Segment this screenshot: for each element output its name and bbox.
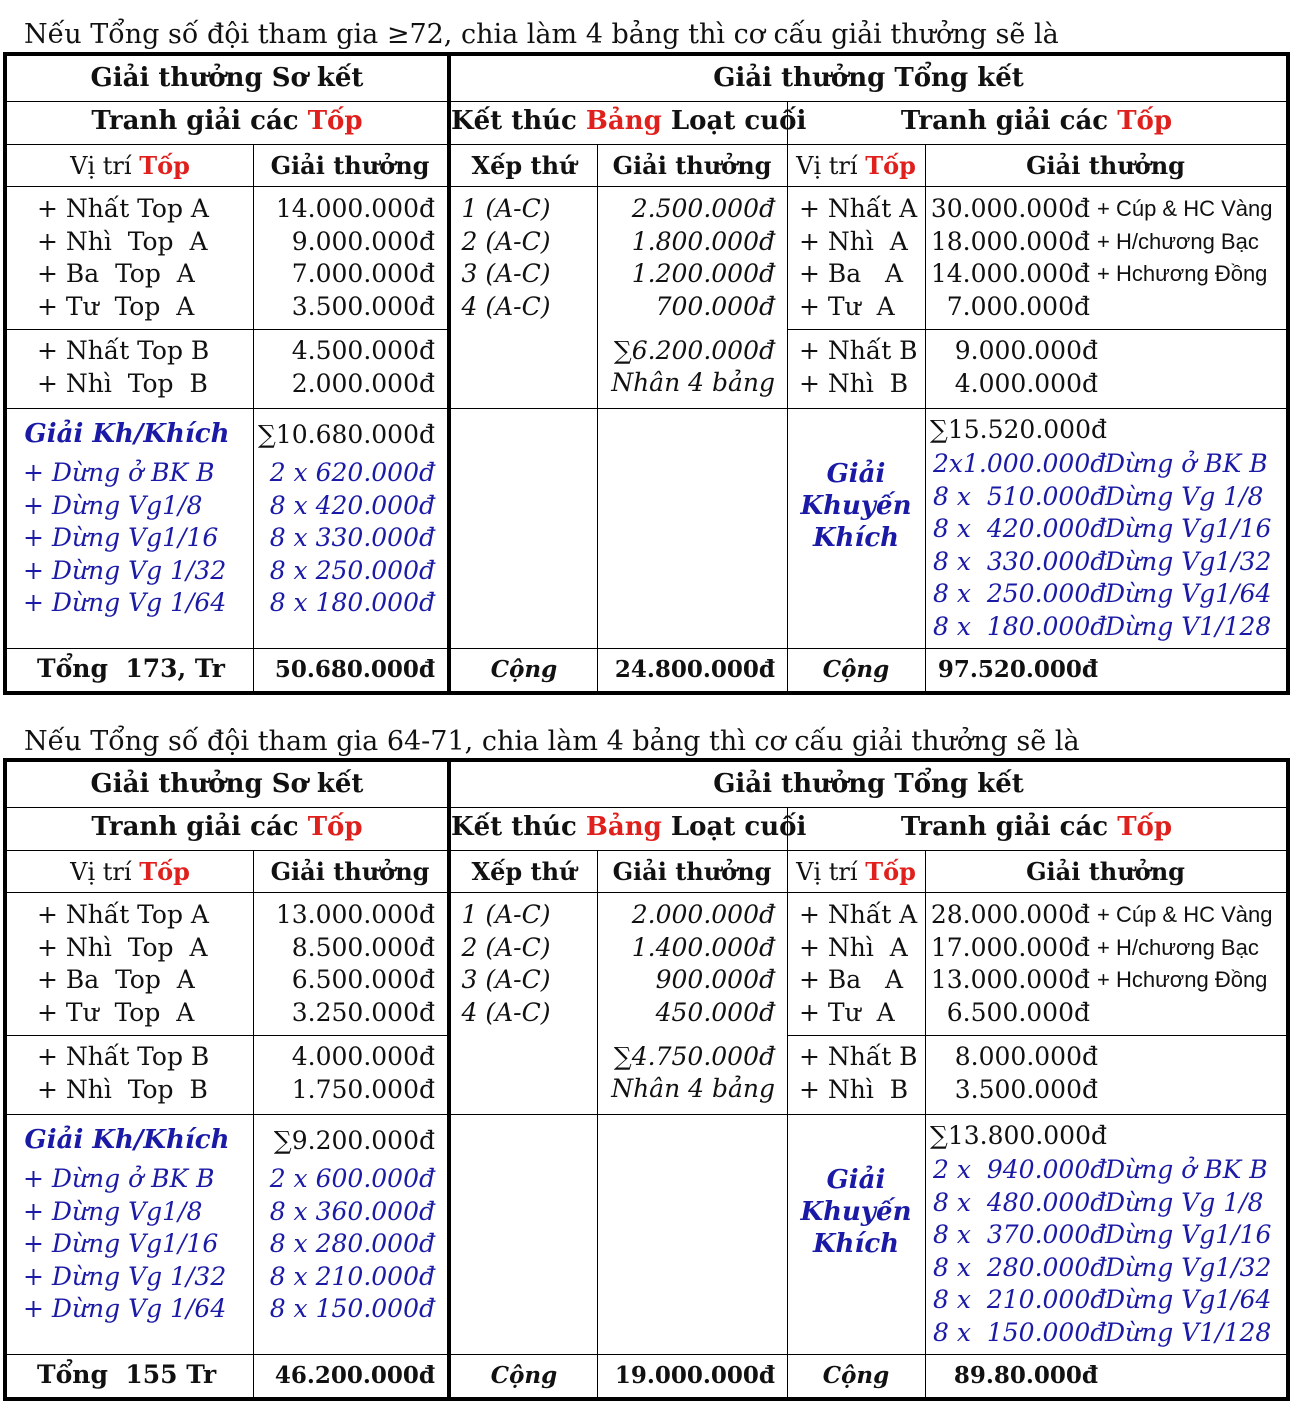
tk-kk-desc-line: Dừng V1/128 [1105,1317,1272,1347]
tk-kk-sum: ∑15.520.000đ [930,415,1107,444]
tranh-giai-header [7,106,447,142]
tk-kk-value-line: 8 x 330.000đ [933,546,1107,576]
kk-value-line: 8 x 330.000đ [269,523,435,552]
kk-title: Giải Kh/Khích [24,1125,230,1155]
top-b-prize-line: 4.500.000đ [291,336,435,365]
tk-kk-label-line: Khích [812,1229,900,1259]
tranh-giai-header-highlight: Tốp [307,106,363,136]
vi-tri-label: Vị trí [796,152,866,180]
tk-award-line: + Cúp & HC Vàng [1097,902,1273,927]
top-a-prize-line: 7.000.000đ [291,259,435,288]
bang-prize [597,193,775,323]
top-a-prize-line: 6.500.000đ [291,965,435,994]
tk-kk-value-line: 8 x 280.000đ [933,1252,1107,1282]
tk-a-position-line: + Ba A [799,259,904,288]
kk-label-line: + Dừng Vg1/8 [23,1196,203,1226]
tk-award-line: + H/chương Bạc [1097,228,1259,254]
bang-prize-line: 2.500.000đ [631,194,775,223]
tk-a-position-line: + Nhất A [799,194,918,223]
bang-rank-line: 4 (A-C) [461,291,551,321]
ket-thuc-header [451,106,807,142]
tk-a-prize-line: 18.000.000đ [930,226,1090,256]
tk-kk-value [933,448,1107,643]
tk-a-award [1097,899,1287,1029]
tk-b-position-line: + Nhất B [799,1042,918,1071]
tk-kk-desc-line: Dừng Vg 1/8 [1105,1187,1264,1217]
top-b-prize-line: 1.750.000đ [291,1074,435,1104]
grid-line [7,408,1286,409]
top-a-position [37,899,247,1029]
kk-value-line: 2 x 620.000đ [269,458,435,487]
bang-rank-line: 4 (A-C) [461,997,551,1027]
tk-award-line: + Hchương Đồng [1097,261,1268,286]
tk-kk-label-line: Khuyến [800,1197,912,1227]
tk-a-position-line: + Tư A [799,997,895,1027]
kk-label-line: + Dừng Vg1/8 [23,490,203,520]
tk-award-line [1097,291,1287,324]
kk-sum: ∑10.680.000đ [258,420,435,449]
vi-tri-label: Vị trí [70,152,140,180]
top-b-position-line: + Nhất Top B [37,1042,210,1071]
tranh-giai-tong-ket-header-highlight: Tốp [1117,812,1173,842]
tk-kk-value-line: 2 x 940.000đ [933,1155,1107,1184]
tk-kk-desc-line: Dừng ở BK B [1105,1155,1268,1184]
tk-b-prize [925,335,1098,400]
kk-value [253,457,435,620]
giai-thuong-bang-header: Giải thưởng [612,151,772,180]
prize-table [3,52,1290,695]
top-a-position-line: + Ba Top A [37,965,195,994]
tk-b-position [799,1041,924,1106]
total-so-ket: 46.200.000đ [274,1362,435,1389]
tk-kk-value-line: 8 x 420.000đ [933,514,1107,543]
kk-value [253,1163,435,1326]
bang-prize-line: 2.000.000đ [631,900,775,929]
top-a-prize-line: 13.000.000đ [275,900,435,929]
kk-sum: ∑9.200.000đ [273,1126,435,1155]
top-b-position [37,335,247,400]
grid-line [787,329,1286,330]
tk-a-prize-line: 13.000.000đ [930,965,1090,994]
kk-label-line: + Dừng ở BK B [23,1164,215,1193]
ket-thuc-header-highlight: Bảng [585,812,662,842]
tk-kk-label-line: Khuyến [800,491,912,521]
top-a-prize [253,899,435,1029]
ket-thuc-header-text-end: Loạt cuối [661,106,807,136]
kk-title: Giải Kh/Khích [24,419,230,449]
bang-rank-line: 3 (A-C) [461,259,551,288]
bang-rank-line: 1 (A-C) [461,194,551,223]
tk-kk-desc [1105,448,1280,643]
top-b-position-line: + Nhất Top B [37,336,210,365]
top-a-position [37,193,247,323]
grid-line [7,807,1286,808]
kk-value-line: 8 x 210.000đ [269,1261,435,1291]
kk-label-line: + Dừng Vg 1/64 [23,1294,227,1323]
tk-kk-desc-line: Dừng Vg1/32 [1105,1252,1272,1282]
tk-b-prize [925,1041,1098,1106]
tk-kk-label-line: Giải [826,1165,886,1195]
tk-a-position-line: + Nhì A [799,932,908,962]
grid-line [7,186,1286,187]
top-a-prize-line: 8.500.000đ [291,932,435,962]
tk-a-position-line: + Nhất A [799,900,918,929]
tk-award-line: + Hchương Đồng [1097,967,1268,992]
total-tong-ket: 97.520.000đ [937,656,1098,683]
tk-kk-value-line: 8 x 180.000đ [933,611,1107,641]
tk-b-prize-line: 9.000.000đ [954,336,1098,365]
tk-kk-desc-line: Dừng Vg1/64 [1105,579,1272,608]
bang-rank-line: 2 (A-C) [461,226,551,256]
cong-tong-ket: Cộng [822,1362,890,1389]
grid-line [7,144,1286,145]
tk-b-position [799,335,924,400]
tk-a-prize-line: 14.000.000đ [930,259,1090,288]
grid-line [7,101,1286,102]
tk-a-award [1097,193,1287,323]
xep-thu-header: Xếp thứ [471,151,577,180]
vi-tri-tong-ket-header [787,151,925,183]
tk-a-prize [925,193,1090,323]
bang-prize-line: 700.000đ [655,291,775,321]
tk-b-position-line: + Nhì B [799,1074,909,1104]
bang-multiplier: Nhân 4 bảng [611,368,775,397]
tk-kk-value-line: 8 x 370.000đ [933,1220,1107,1249]
tk-kk-desc-line: Dừng Vg1/16 [1105,1220,1272,1249]
giai-thuong-header: Giải thưởng [270,857,430,886]
tk-kk-label [787,1164,925,1274]
tk-award-line: + Cúp & HC Vàng [1097,196,1273,221]
top-a-prize-line: 14.000.000đ [275,194,435,223]
kk-value-line: 8 x 150.000đ [269,1294,435,1323]
kk-value-line: 2 x 600.000đ [269,1164,435,1193]
vi-tri-highlight: Tốp [865,151,916,180]
tk-kk-value-line: 8 x 480.000đ [933,1187,1107,1217]
vi-tri-tong-ket-header [787,857,925,889]
top-a-prize-line: 3.250.000đ [291,997,435,1027]
top-b-prize-line: 2.000.000đ [291,368,435,398]
tranh-giai-tong-ket-header-highlight: Tốp [1117,106,1173,136]
ket-thuc-header-text-end: Loạt cuối [661,812,807,842]
kk-label-line: + Dừng ở BK B [23,458,215,487]
tranh-giai-tong-ket-header-text: Tranh giải các [900,106,1118,136]
tk-kk-desc-line: Dừng ở BK B [1105,449,1268,478]
tk-a-prize-line: 7.000.000đ [946,291,1090,321]
kk-value-line: 8 x 280.000đ [269,1229,435,1258]
tk-kk-value [933,1154,1107,1349]
kk-label-line: + Dừng Vg 1/32 [23,555,227,585]
grid-line [787,1035,1286,1036]
tk-kk-value-line: 8 x 210.000đ [933,1285,1107,1314]
kk-value-line: 8 x 250.000đ [269,555,435,585]
top-b-position [37,1041,247,1106]
tk-kk-sum: ∑13.800.000đ [930,1121,1107,1150]
tk-kk-desc-line: Dừng Vg1/64 [1105,1285,1272,1314]
tong-ket-title: Giải thưởng Tổng kết [713,63,1024,93]
grid-line [7,648,1286,649]
bang-rank [451,899,561,1029]
vi-tri-header [7,151,253,183]
tk-a-prize [925,899,1090,1029]
tk-kk-value-line: 2x1.000.000đ [933,449,1107,478]
bang-multiplier: Nhân 4 bảng [611,1074,775,1103]
tk-b-prize-line: 8.000.000đ [954,1042,1098,1071]
tk-award-line [1097,997,1287,1030]
giai-thuong-tong-ket-header: Giải thưởng [1026,857,1185,886]
vi-tri-header [7,857,253,889]
bang-prize-line: 900.000đ [655,965,775,994]
so-ket-title: Giải thưởng Sơ kết [90,63,364,93]
kk-label-line: + Dừng Vg1/16 [23,1229,219,1258]
tranh-giai-tong-ket-header [787,812,1286,848]
tranh-giai-header-highlight: Tốp [307,812,363,842]
kk-value-line: 8 x 180.000đ [269,588,435,617]
grid-line [7,1035,447,1036]
tk-b-prize-line: 3.500.000đ [954,1074,1098,1104]
tk-a-position [799,193,924,323]
grid-line [7,892,1286,893]
top-a-position-line: + Nhì Top A [37,226,208,256]
tk-kk-value-line: 8 x 510.000đ [933,481,1107,511]
section-caption: Nếu Tổng số đội tham gia ≥72, chia làm 4 bảng thì cơ cấu giải thưởng sẽ là [24,19,1059,50]
kk-label [23,1163,248,1326]
giai-thuong-bang-header: Giải thưởng [612,857,772,886]
tk-kk-label [787,458,925,568]
giai-thuong-tong-ket-header: Giải thưởng [1026,151,1185,180]
ket-thuc-header-highlight: Bảng [585,106,662,136]
so-ket-title: Giải thưởng Sơ kết [90,769,364,799]
tk-kk-desc-line: Dừng Vg1/16 [1105,514,1272,543]
tk-b-position-line: + Nhất B [799,336,918,365]
top-b-position-line: + Nhì Top B [37,1074,208,1104]
total-bang: 24.800.000đ [614,656,775,683]
grid-line [787,807,788,1397]
prize-table [3,758,1290,1401]
top-b-prize-line: 4.000.000đ [291,1042,435,1071]
vi-tri-highlight: Tốp [139,151,190,180]
vi-tri-highlight: Tốp [865,857,916,886]
tk-kk-desc-line: Dừng V1/128 [1105,611,1272,641]
bang-prize-line: 1.400.000đ [631,932,775,962]
top-a-prize-line: 3.500.000đ [291,291,435,321]
top-b-prize [253,335,435,400]
kk-label-line: + Dừng Vg1/16 [23,523,219,552]
top-a-prize [253,193,435,323]
bang-prize [597,899,775,1029]
bang-rank-line: 1 (A-C) [461,900,551,929]
top-b-position-line: + Nhì Top B [37,368,208,398]
tk-a-position [799,899,924,1029]
bang-rank-line: 2 (A-C) [461,932,551,962]
kk-label-line: + Dừng Vg 1/64 [23,588,227,617]
grid-line [7,329,447,330]
tk-a-position-line: + Tư A [799,291,895,321]
top-b-prize [253,1041,435,1106]
ket-thuc-header [451,812,807,848]
tranh-giai-tong-ket-header-text: Tranh giải các [900,812,1118,842]
total-so-ket: 50.680.000đ [274,656,435,683]
tk-a-prize-line: 6.500.000đ [946,997,1090,1027]
bang-prize-line: 450.000đ [655,997,775,1027]
tk-a-position-line: + Nhì A [799,226,908,256]
top-a-position-line: + Nhất Top A [37,194,209,223]
cong-bang: Cộng [490,1362,558,1389]
cong-bang: Cộng [490,656,558,683]
tk-kk-desc-line: Dừng Vg1/32 [1105,546,1272,576]
ket-thuc-header-text: Kết thúc [451,812,586,842]
tk-a-prize-line: 30.000.000đ [930,194,1090,223]
top-a-position-line: + Nhì Top A [37,932,208,962]
ket-thuc-header-text: Kết thúc [451,106,586,136]
cong-tong-ket: Cộng [822,656,890,683]
top-a-prize-line: 9.000.000đ [291,226,435,256]
vi-tri-highlight: Tốp [139,857,190,886]
kk-label [23,457,248,620]
section-caption: Nếu Tổng số đội tham gia 64-71, chia làm 4 bảng thì cơ cấu giải thưởng sẽ là [24,726,1080,757]
kk-value-line: 8 x 420.000đ [269,490,435,520]
tranh-giai-header-text: Tranh giải các [91,106,308,136]
tranh-giai-tong-ket-header [787,106,1286,142]
tong-ket-title: Giải thưởng Tổng kết [713,769,1024,799]
bang-sum: ∑6.200.000đ [613,336,775,365]
total-label: Tổng 173, Tr [37,654,225,683]
total-tong-ket: 89.80.000đ [953,1362,1098,1389]
top-a-position-line: + Tư Top A [37,997,195,1027]
tk-kk-label-line: Giải [826,459,886,489]
tk-kk-label-line: Khích [812,523,900,553]
vi-tri-label: Vị trí [796,858,866,886]
grid-line [7,850,1286,851]
tk-b-position-line: + Nhì B [799,368,909,398]
top-a-position-line: + Tư Top A [37,291,195,321]
tk-a-position-line: + Ba A [799,965,904,994]
giai-thuong-header: Giải thưởng [270,151,430,180]
grid-line [787,101,788,691]
tranh-giai-header-text: Tranh giải các [91,812,308,842]
tk-kk-desc [1105,1154,1280,1349]
tk-award-line: + H/chương Bạc [1097,934,1259,960]
bang-sum: ∑4.750.000đ [613,1042,775,1071]
tk-b-prize-line: 4.000.000đ [954,368,1098,398]
tk-a-prize-line: 28.000.000đ [930,900,1090,929]
tk-kk-value-line: 8 x 250.000đ [933,579,1107,608]
top-a-position-line: + Ba Top A [37,259,195,288]
bang-prize-line: 1.800.000đ [631,226,775,256]
bang-prize-line: 1.200.000đ [631,259,775,288]
xep-thu-header: Xếp thứ [471,857,577,886]
bang-rank-line: 3 (A-C) [461,965,551,994]
grid-line [7,1114,1286,1115]
tk-kk-desc-line: Dừng Vg 1/8 [1105,481,1264,511]
tranh-giai-header [7,812,447,848]
total-bang: 19.000.000đ [614,1362,775,1389]
grid-line [7,1354,1286,1355]
kk-value-line: 8 x 360.000đ [269,1196,435,1226]
tk-a-prize-line: 17.000.000đ [930,932,1090,962]
vi-tri-label: Vị trí [70,858,140,886]
top-a-position-line: + Nhất Top A [37,900,209,929]
bang-rank [451,193,561,323]
kk-label-line: + Dừng Vg 1/32 [23,1261,227,1291]
tk-kk-value-line: 8 x 150.000đ [933,1317,1107,1347]
total-label: Tổng 155 Tr [37,1360,217,1389]
